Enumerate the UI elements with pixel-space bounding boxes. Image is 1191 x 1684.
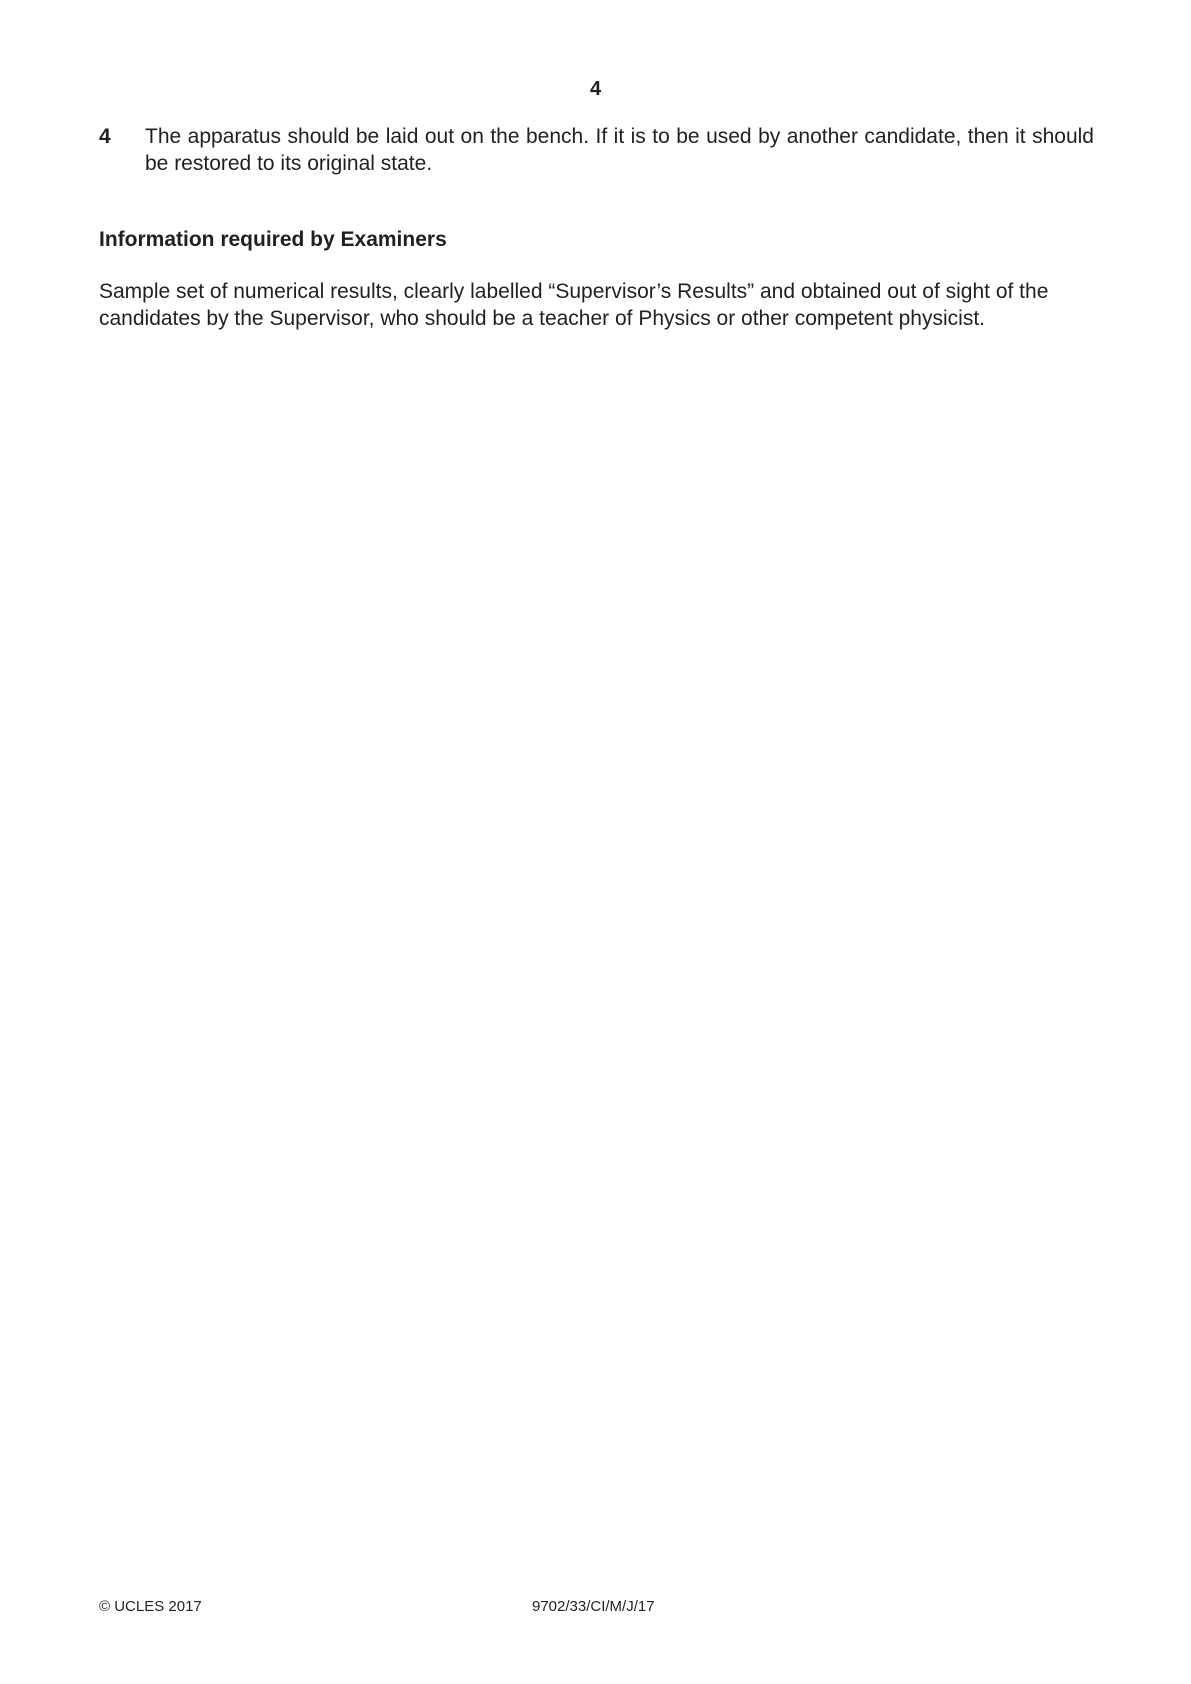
section-heading: Information required by Examiners (99, 228, 447, 251)
section-paragraph: Sample set of numerical results, clearly labelled “Supervisor’s Results” and obtained out of sight of the candidates by the Supervisor, who should be a teacher of Physics or other competent physicist. (99, 280, 1049, 330)
question-item (99, 123, 1094, 177)
footer-document-code: 9702/33/CI/M/J/17 (532, 1598, 655, 1615)
question-text: The apparatus should be laid out on the bench. If it is to be used by another candidate, then it should be restored to its original state. (145, 125, 1094, 175)
footer-copyright: © UCLES 2017 (99, 1598, 202, 1615)
page-number: 4 (589, 78, 602, 100)
question-number: 4 (99, 125, 111, 148)
